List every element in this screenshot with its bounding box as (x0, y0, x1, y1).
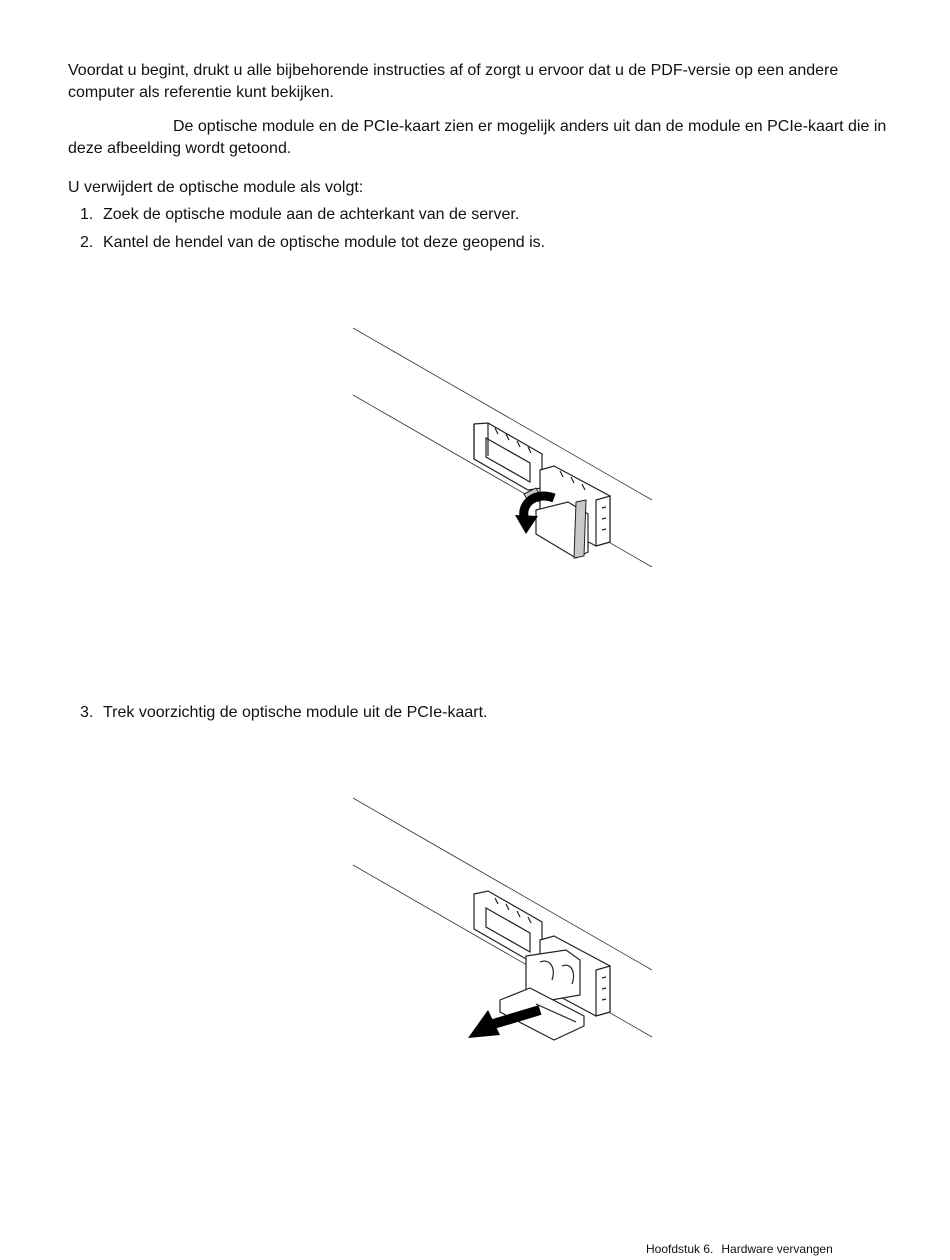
pull-out-drawing (340, 790, 670, 1050)
step-text: Trek voorzichtig de optische module uit de PCIe-kaart. (103, 704, 488, 721)
optical-module-handle-rotate-illustration (340, 320, 670, 580)
empty-port-cage (474, 423, 542, 490)
step-number: 1. (80, 206, 94, 223)
optical-module-pull-out-illustration (340, 790, 670, 1050)
step-3 (80, 702, 487, 724)
footer-title: Hardware vervangen (721, 1242, 833, 1256)
intro-paragraph: Voordat u begint, drukt u alle bijbehorende instructies af of zorgt u ervoor dat u de PDF-versie op een andere computer als referentie kunt bekijken. (68, 62, 839, 101)
procedure-lead-paragraph: U verwijdert de optische module als volgt: (68, 179, 364, 196)
note-paragraph: De optische module en de PCIe-kaart zien er mogelijk anders uit dan de module en PCIe-kaart die in deze afbeelding wordt getoond. (68, 118, 887, 157)
empty-port-cage (474, 891, 542, 960)
step-text: Zoek de optische module aan de achterkant van de server. (103, 206, 520, 223)
page-footer (646, 1242, 833, 1256)
footer-chapter: Hoofdstuk 6. (646, 1242, 714, 1256)
step-1 (80, 204, 519, 226)
step-text: Kantel de hendel van de optische module tot deze geopend is. (103, 234, 546, 251)
step-number: 3. (80, 704, 94, 721)
handle-rotate-drawing (340, 320, 670, 580)
module-cage (536, 466, 610, 558)
step-2 (80, 232, 545, 254)
step-number: 2. (80, 234, 94, 251)
